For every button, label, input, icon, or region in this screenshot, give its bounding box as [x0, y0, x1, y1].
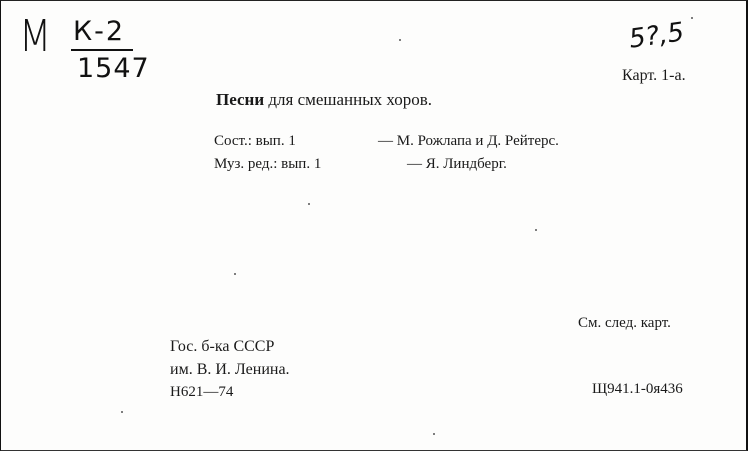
order-number: Н621—74 [170, 384, 234, 400]
title-bold: Песни [216, 90, 265, 109]
credit-role: Муз. ред.: вып. 1 [214, 156, 322, 172]
credit-role: Сост.: вып. 1 [214, 133, 296, 149]
library-name: Гос. б-ка СССР [170, 338, 275, 355]
handwritten-number: 1547 [77, 53, 150, 84]
paper-speck [308, 203, 310, 205]
see-next-card: См. след. карт. [578, 315, 671, 331]
paper-speck [535, 229, 537, 231]
card-title [216, 90, 432, 110]
paper-speck [691, 17, 693, 19]
handwritten-underline [71, 49, 133, 51]
classification-mark: Щ941.1-0я436 [592, 381, 683, 397]
paper-speck [121, 411, 123, 413]
library-name-cont: им. В. И. Ленина. [170, 361, 290, 378]
card-number: Карт. 1-а. [622, 67, 686, 84]
paper-speck [234, 273, 236, 275]
credit-person: — Я. Линдберг. [407, 156, 507, 172]
credit-person: — М. Рожлапа и Д. Рейтерс. [378, 133, 559, 149]
paper-speck [433, 433, 435, 435]
title-rest: для смешанных хоров. [264, 90, 433, 109]
handwritten-letter: М [19, 11, 52, 62]
handwritten-corner-note: 5?,5 [627, 17, 686, 55]
paper-speck [399, 39, 401, 41]
handwritten-shelf-mark: К-2 [73, 16, 126, 47]
